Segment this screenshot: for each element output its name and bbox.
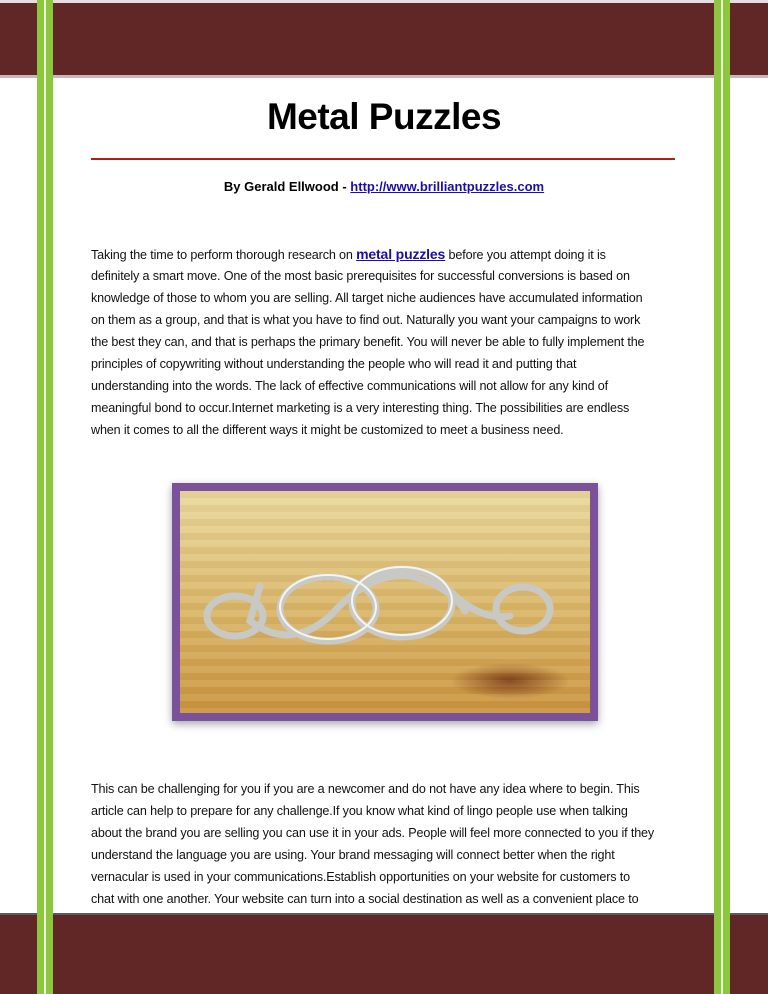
paragraph-line: chat with one another. Your website can turn into a social destination as well as a convenient place to (91, 892, 639, 906)
text: before you attempt doing it is (445, 248, 606, 262)
author: By Gerald Ellwood - (223, 179, 351, 194)
header-band (0, 3, 768, 78)
text: Taking the time to perform thorough research on (91, 248, 357, 262)
paragraph-line: understanding into the words. The lack of effective communications will not allow for any kind of (91, 379, 609, 393)
left-accent-bar (37, 0, 53, 994)
paragraph-line: definitely a smart move. One of the most basic prerequisites for successful conversions is based on (91, 269, 630, 283)
paragraph-line: when it comes to all the different ways it might be customized to meet a business need. (91, 423, 564, 437)
paragraph-line: understand the language you are using. Your brand messaging will connect better when the right (91, 848, 615, 862)
paragraph-line: about the brand you are selling you can use it in your ads. People will feel more connected to you if they (91, 826, 655, 840)
page-title: Metal Puzzles (266, 96, 502, 137)
paragraph-line: on them as a group, and that is what you have to find out. Naturally you want your campaigns to work (91, 313, 641, 327)
paragraph-line: This can be challenging for you if you are a newcomer and do not have any idea where to begin. This (91, 782, 640, 796)
metal-puzzles-link[interactable]: metal puzzles (356, 246, 446, 262)
paragraph-1 (91, 243, 691, 441)
paragraph-2 (91, 778, 691, 910)
paragraph-line: meaningful bond to occur.Internet marketing is a very interesting thing. The possibilities are endless (91, 401, 630, 415)
paragraph-line: article can help to prepare for any challenge.If you know what kind of lingo people use when talking (91, 804, 628, 818)
title-divider (91, 158, 675, 160)
website-link[interactable]: http://www.brilliantpuzzles.com (350, 179, 545, 194)
metal-puzzle-illustration (180, 491, 590, 713)
paragraph-line: principles of copywriting without understanding the people who will read it and putting that (91, 357, 577, 371)
paragraph-line: the best they can, and that is perhaps the primary benefit. You will never be able to fully implement the (91, 335, 645, 349)
right-accent-bar (714, 0, 730, 994)
byline (0, 179, 768, 194)
footer-band (0, 913, 768, 994)
paragraph-line: vernacular is used in your communications.Establish opportunities on your website for customers to (91, 870, 630, 884)
metal-puzzle-photo (172, 483, 598, 721)
paragraph-line (91, 243, 691, 265)
paragraph-line: knowledge of those to whom you are selling. All target niche audiences have accumulated information (91, 291, 643, 305)
